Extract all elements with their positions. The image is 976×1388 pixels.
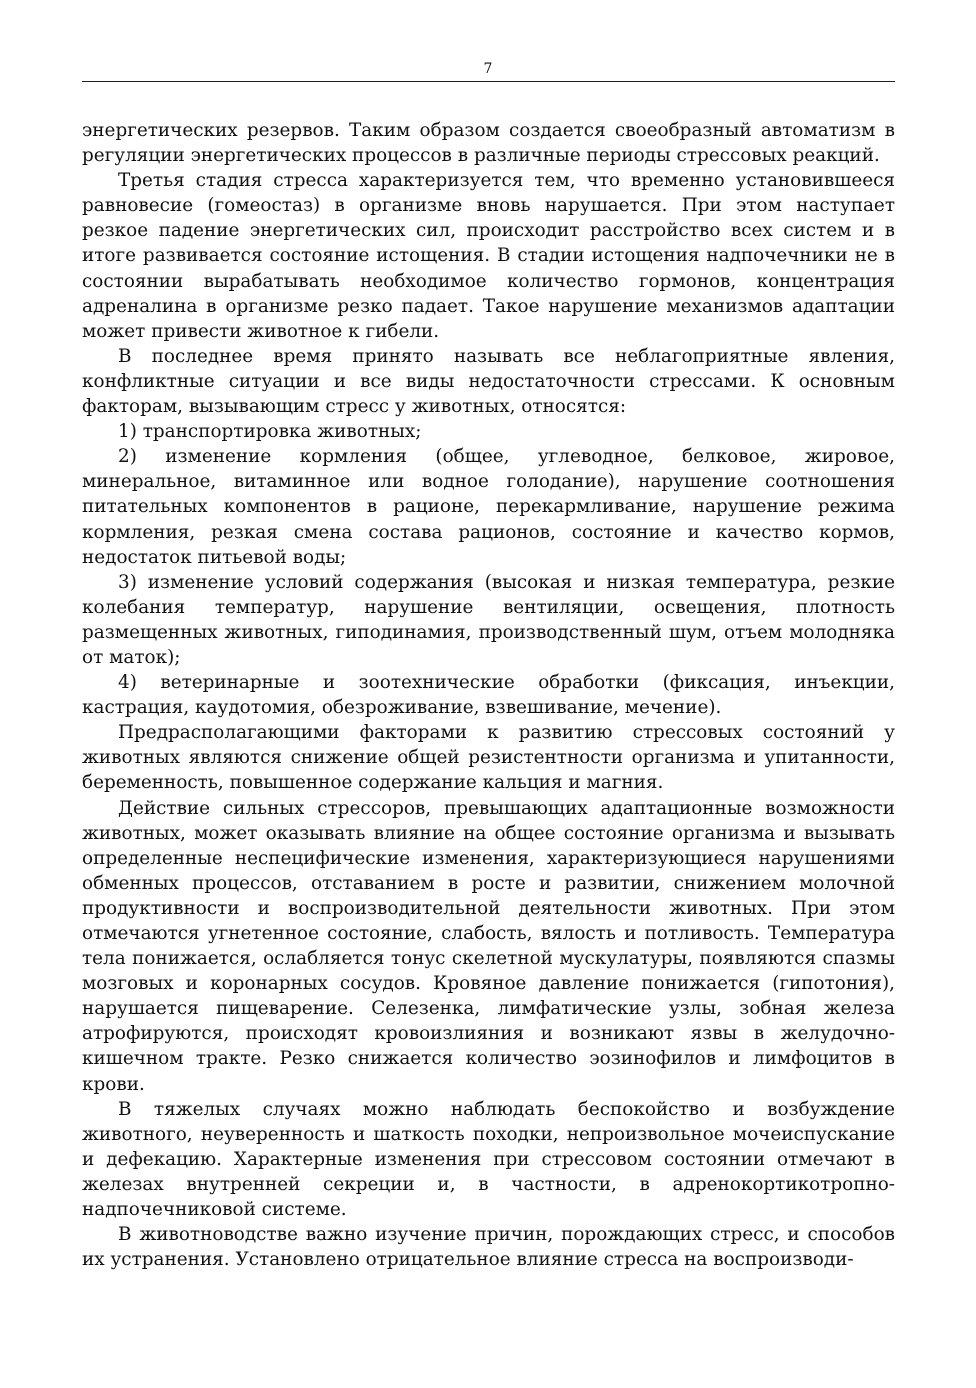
- list-item: 3) изменение условий содержания (высокая и низкая температура, резкие колебания температур, нарушение вентиляции, освещения, плотность размещенных животных, гиподинамия, производственный шум, отъем молодняка от маток);: [82, 571, 895, 668]
- page-number: 7: [483, 61, 493, 77]
- paragraph: В последнее время принято называть все неблагоприятные явления, конфликтные ситуации и все виды недостаточности стрессами. К основным факторам, вызывающим стресс у животных, относятся:: [82, 345, 895, 418]
- header-rule: [82, 81, 895, 82]
- paragraph: Третья стадия стресса характеризуется тем, что временно установившееся равновесие (гомеостаз) в организме вновь нарушается. При этом наступает резкое падение энергетических сил, происходит расстройство всех систем и в итоге развивается состояние истощения. В стадии истощения надпочечники не в состоянии вырабатывать необходимое количество гормонов, концентрация адреналина в организме резко падает. Такое нарушение механизмов адаптации может привести животное к гибели.: [82, 170, 895, 342]
- list-item: 2) изменение кормления (общее, углеводное, белковое, жировое, минеральное, витаминное или водное голодание), нарушение соотношения питательных компонентов в рационе, перекармливание, нарушение режима кормления, резкая смена состава рационов, состояние и качество кормов, недостаток питьевой воды;: [82, 446, 895, 568]
- paragraph: энергетических резервов. Таким образом создается своеобразный автоматизм в регуляции энергетических процессов в различные периоды стрессовых реакций.: [82, 120, 895, 167]
- paragraph: В животноводстве важно изучение причин, порождающих стресс, и способов их устранения. Установлено отрицательное влияние стресса на воспроизводи-: [82, 1224, 895, 1271]
- paragraph: Предрасполагающими факторами к развитию стрессовых состояний у животных являются снижение общей резистентности организма и упитанности, беременность, повышенное содержание кальция и магния.: [82, 722, 895, 794]
- paragraph: В тяжелых случаях можно наблюдать беспокойство и возбуждение животного, неуверенность и шаткость походки, непроизвольное мочеиспускание и дефекацию. Характерные изменения при стрессовом состоянии отмечают в железах внутренней секреции и, в частности, в адренокортикотропно-надпочечниковой системе.: [82, 1098, 895, 1221]
- paragraph: Действие сильных стрессоров, превышающих адаптационные возможности животных, может оказывать влияние на общее состояние организма и вызывать определенные неспецифические изменения, характеризующиеся нарушениями обменных процессов, отставанием в росте и развитии, снижением молочной продуктивности и воспроизводительной деятельности животных. При этом отмечаются угнетенное состояние, слабость, вялость и потливость. Температура тела понижается, ослабляется тонус скелетной мускулатуры, появляются спазмы мозговых и коронарных сосудов. Кровяное давление понижается (гипотония), нарушается пищеварение. Селезенка, лимфатические узлы, зобная железа атрофируются, происходят кровоизлияния и возникают язвы в желудочно-кишечном тракте. Резко снижается количество эозинофилов и лимфоцитов в крови.: [82, 797, 895, 1095]
- list-item: 1) транспортировка животных;: [118, 421, 422, 443]
- list-item: 4) ветеринарные и зоотехнические обработки (фиксация, инъекции, кастрация, каудотомия, обезроживание, взвешивание, мечение).: [82, 672, 895, 719]
- body-text: [82, 118, 895, 1272]
